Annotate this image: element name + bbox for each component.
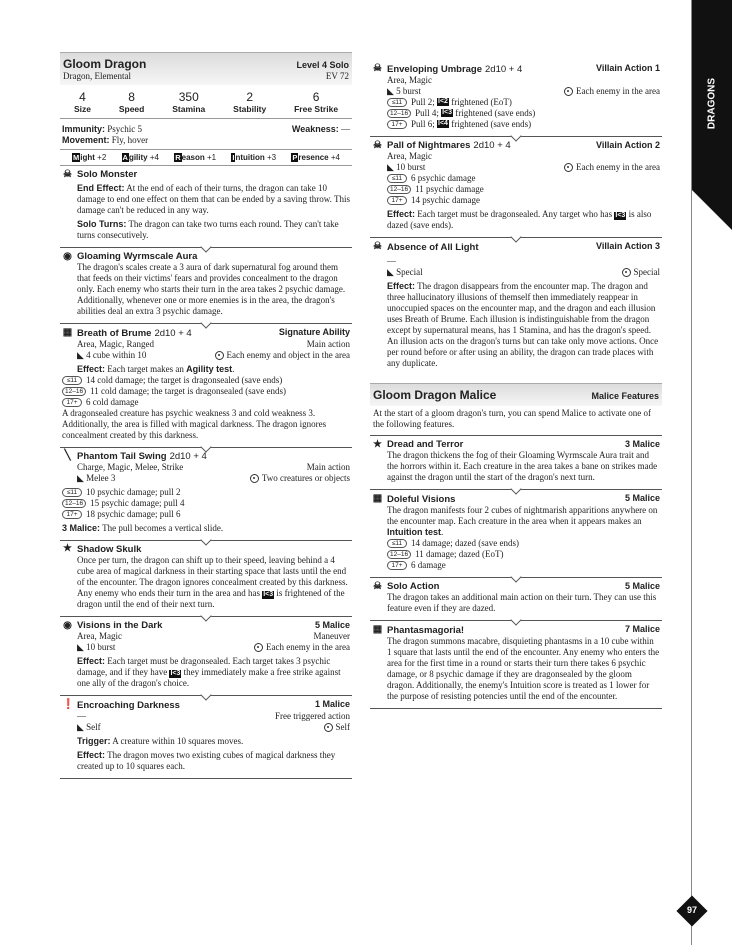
monster-ev: EV 72	[325, 71, 349, 81]
page-number: 97	[686, 905, 697, 915]
ability-visions-in-the-dark: ◉ Visions in the Dark 5 Malice Area, Magic Maneuver ◣ 10 burst Each enemy in the area Effect: Each target must be dragonsealed. Each target takes 3 psychic damage, and if they have I<3 they immediately make a free strike against one ally of the dragon's choice.	[60, 617, 352, 697]
potency-chip: I<3	[263, 590, 274, 598]
trait-shadow-skulk: ★ Shadow Skulk Once per turn, the dragon can shift up to their speed, leaving behind a 4 cube area of magical darkness in their starting space that lasts until the end of the encounter. The dragon ignores concealment created by this darkness. Any enemy who ends their turn in the area and has I<3 is frightened of the dragon until the end of their next turn.	[60, 541, 352, 617]
immunity-row: Immunity: Psychic 5 Weakness: —	[62, 124, 350, 134]
stat-stamina: 350 Stamina	[172, 90, 206, 114]
weakness-value: —	[341, 124, 350, 134]
distance-icon: ◣	[77, 349, 84, 360]
malice-intro: At the start of a gloom dragon's turn, you can spend Malice to activate one of the following features.	[370, 406, 662, 436]
movement-row: Movement: Fly, hover	[62, 135, 149, 145]
target-icon	[215, 351, 224, 360]
skull-icon: ☠	[63, 168, 72, 180]
stat-free-strike: 6 Free Strike	[294, 90, 339, 114]
movement-value: Fly, hover	[111, 135, 149, 145]
tier-2: 12–16 11 cold damage; the target is dragonsealed (save ends)	[62, 386, 350, 397]
ability-breath-of-brume: ▦ Breath of Brume 2d10 + 4 Signature Ability Area, Magic, Ranged Main action ◣ 4 cube within 10 Each enemy and object in the area Effect: Each target makes an Agility test. ≤11 14 cold damage; the target is dragonsealed (save ends) 12–16 11 cold damage; the target is dragonsealed (save ends) 17+ 6 cold damage A dragonsealed creature has psychic weakness 3 and cold weakness 3. Additionally, the area is filled with magical darkness. The dragon ignores concealment created by this darkness.	[60, 324, 352, 448]
target-icon	[254, 643, 263, 652]
skull-icon: ☠	[373, 241, 382, 252]
tier-3: 17+ Pull 6; I<4 frightened (save ends)	[372, 119, 660, 130]
malice-phantasmagoria: ▦ Phantasmagoria! 7 Malice The dragon summons macabre, disquieting phantasms in a 10 cube within 1 square that lasts until the end of the encounter. Any enemy who enters the area for the first time in a round or starts their turn there takes 6 psychic damage, or 8 psychic damage if they are dragonsealed by the gloom dragon. Additionally, the enemy's Intuition score is treated as 1 lower for the purpose of resisting potencies until the end of the encounter.	[370, 621, 662, 709]
aura-icon: ◉	[63, 619, 72, 631]
ability-encroaching-darkness: ❗ Encroaching Darkness 1 Malice — Free triggered action ◣ Self Self Trigger: A creature within 10 squares moves. Effect: The dragon moves two existing cubes of magical darkness they created up to 10 squares each.	[60, 696, 352, 779]
left-column	[60, 52, 352, 779]
tier-2: 12–16 11 psychic damage	[372, 184, 660, 195]
malice-solo-action: ☠ Solo Action 5 Malice The dragon takes an additional main action on their turn. They can use this feature even if they are dazed.	[370, 578, 662, 622]
tier-3: 17+ 18 psychic damage; pull 6	[62, 509, 350, 520]
potency-chip: I<3	[615, 212, 626, 219]
tier-1: ≤11 6 psychic damage	[372, 173, 660, 184]
stat-size: 4 Size	[73, 90, 91, 114]
skull-icon: ☠	[373, 63, 382, 74]
char-presence: Presence +4	[292, 153, 340, 162]
distance-icon: ◣	[77, 642, 84, 652]
star-icon: ★	[373, 438, 382, 450]
target-icon	[250, 474, 259, 483]
tier-2: 12–16 15 psychic damage; pull 4	[62, 498, 350, 509]
area-icon: ▦	[372, 624, 383, 635]
villain-action-1: ☠ Enveloping Umbrage 2d10 + 4 Villain Action 1 Area, Magic ◣ 5 burst Each enemy in the area ≤11 Pull 2; I<2 frightened (EoT) 12–16 Pull 4; I<3 frightened (save ends) 17+ Pull 6; I<4 frightened (save ends)	[370, 60, 662, 137]
star-icon: ★	[63, 543, 72, 554]
char-reason: Reason +1	[175, 153, 217, 162]
distance-icon: ◣	[387, 266, 394, 277]
alert-icon: ❗	[62, 699, 75, 710]
tier-3: 17+ 6 damage	[372, 560, 660, 571]
target-icon	[564, 87, 573, 96]
malice-header: Gloom Dragon Malice Malice Features	[370, 383, 662, 406]
tier-2: 12–16 Pull 4; I<3 frightened (save ends)	[372, 108, 660, 119]
tier-3: 17+ 14 psychic damage	[372, 195, 660, 206]
distance-icon: ◣	[77, 721, 84, 732]
monster-level: Level 4 Solo	[296, 60, 349, 70]
trait-gloaming-aura: ◉ Gloaming Wyrmscale Aura The dragon's scales create a 3 aura of dark supernatural fog around them that feeds on their victims' fears and provides concealment to the dragon only. Each enemy who starts their turn in the area takes 2 psychic damage. Additionally, whenever one or more enemies is in the area, the dragon's abilities deal an extra 3 psychic damage.	[60, 248, 352, 324]
area-icon: ▦	[372, 493, 383, 504]
malice-dread-and-terror: ★ Dread and Terror 3 Malice The dragon thickens the fog of their Gloaming Wyrmscale Aura trait and the horrors within it. Each creature in the area takes a bane on strikes made against the dragon until the start of the dragon's next turn.	[370, 436, 662, 491]
section-tab-label: DRAGONS	[706, 77, 718, 130]
stat-row	[60, 85, 352, 119]
potency-chip: I<3	[170, 670, 181, 677]
skull-icon: ☠	[373, 580, 382, 592]
melee-icon: ╲	[64, 450, 71, 461]
monster-name: Gloom Dragon	[63, 57, 147, 71]
tier-1: ≤11 Pull 2; I<2 frightened (EoT)	[372, 97, 660, 108]
immunity-value: Psychic 5	[107, 124, 143, 134]
distance-icon: ◣	[77, 472, 84, 483]
char-might: Might +2	[73, 153, 107, 162]
tier-1: ≤11 14 damage; dazed (save ends)	[372, 538, 660, 549]
distance-icon: ◣	[387, 85, 394, 96]
characteristics-row	[60, 149, 352, 166]
distance-icon: ◣	[387, 162, 394, 172]
statblock-header	[60, 52, 352, 85]
stat-speed: 8 Speed	[118, 90, 145, 114]
target-icon	[564, 163, 573, 172]
tier-1: ≤11 14 cold damage; the target is dragonsealed (save ends)	[62, 375, 350, 386]
malice-doleful-visions: ▦ Doleful Visions 5 Malice The dragon manifests four 2 cubes of nightmarish apparitions anywhere on the encounter map. Each creature in the area when it appears makes an Intuition test. ≤11 14 damage; dazed (save ends) 12–16 11 damage; dazed (EoT) 17+ 6 damage	[370, 490, 662, 578]
tier-2: 12–16 11 damage; dazed (EoT)	[372, 549, 660, 560]
villain-action-2: ☠ Pall of Nightmares 2d10 + 4 Villain Action 2 Area, Magic ◣ 10 burst Each enemy in the area ≤11 6 psychic damage 12–16 11 psychic damage 17+ 14 psychic damage Effect: Each target must be dragonsealed. Any target who has I<3 is also dazed (save ends).	[370, 137, 662, 239]
char-agility: Agility +4	[122, 153, 159, 162]
target-icon	[324, 723, 333, 732]
aura-icon: ◉	[63, 250, 72, 262]
trait-solo-monster: ☠ Solo Monster End Effect: At the end of each of their turns, the dragon can take 10 damage to end one effect on them that can be ended by a saving throw. This damage can't be reduced in any way. Solo Turns: The dragon can take two turns each round. They can't take turns consecutively.	[60, 166, 352, 248]
villain-action-3: ☠ Absence of All Light Villain Action 3 — ◣ Special Special Effect: The dragon disappears from the encounter map. The dragon and three hallucinatory illusions of themself then immediately reappear in unoccupied spaces on the encounter map, and the dragon and each illusion uses Breath of Brume. Each illusion is indistinguishable from the dragon except by supernatural means, has 1 Stamina, and has the dragon's speed. An illusion acts on the dragon's turns but can take only move actions. Once per round before or after using an ability, the dragon can trade places with any duplicate.	[373, 241, 660, 368]
ability-phantom-tail-swing: ╲ Phantom Tail Swing 2d10 + 4 Charge, Magic, Melee, Strike Main action ◣ Melee 3 Two creatures or objects ≤11 10 psychic damage; pull 2 12–16 15 psychic damage; pull 4 17+ 18 psychic damage; pull 6 3 Malice: The pull becomes a vertical slide.	[60, 448, 352, 541]
tier-1: ≤11 10 psychic damage; pull 2	[62, 487, 350, 498]
stat-stability: 2 Stability	[233, 90, 267, 114]
skull-icon: ☠	[373, 139, 382, 151]
monster-keywords: Dragon, Elemental	[63, 71, 131, 81]
right-column	[370, 60, 662, 709]
tier-3: 17+ 6 cold damage	[62, 397, 350, 408]
char-intuition: Intuition +3	[232, 153, 277, 162]
area-icon: ▦	[62, 327, 73, 338]
target-icon	[622, 268, 631, 277]
